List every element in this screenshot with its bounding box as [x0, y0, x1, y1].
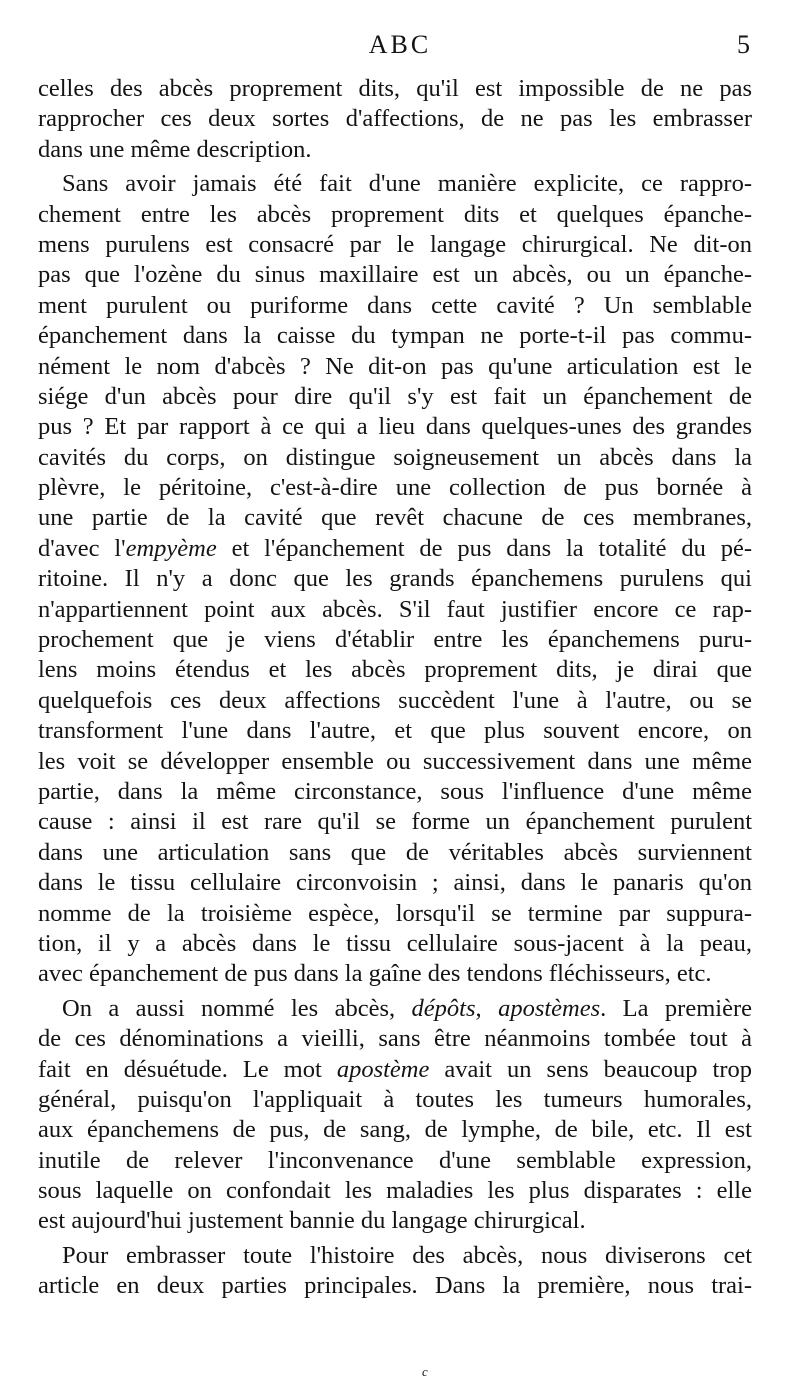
text-run: fait en désuétude. Le mot: [38, 1055, 337, 1083]
text-line: dans le tissu cellulaire circonvoisin ; ainsi, dans le panaris qu'on: [38, 869, 752, 897]
text-line: transforment l'une dans l'autre, et que plus souvent encore, on: [38, 717, 752, 745]
text-line: général, puisqu'on l'appliquait à toutes les tumeurs humorales,: [38, 1085, 752, 1113]
italic-term: empyème: [125, 534, 217, 562]
text-line: article en deux parties principales. Dans la première, nous trai-: [38, 1272, 752, 1300]
text-line: Sans avoir jamais été fait d'une manière explicite, ce rappro-: [62, 170, 752, 198]
text-line: épanchement dans la caisse du tympan ne porte-t-il pas commu-: [38, 322, 752, 350]
text-line: dans une même description.: [38, 135, 312, 163]
text-line: n'appartiennent point aux abcès. S'il faut justifier encore ce rap-: [38, 595, 752, 623]
italic-term: dépôts: [411, 994, 476, 1022]
text-line: ment purulent ou puriforme dans cette cavité ? Un semblable: [38, 291, 752, 319]
italic-term: apostème: [336, 1055, 430, 1083]
text-line: Pour embrasser toute l'histoire des abcès, nous diviserons cet: [62, 1241, 752, 1269]
text-line: dans une articulation sans que de véritables abcès surviennent: [38, 838, 752, 866]
text-line: avec épanchement de pus dans la gaîne des tendons fléchisseurs, etc.: [38, 960, 712, 988]
text-line: [38, 994, 752, 1024]
text-line: tion, il y a abcès dans le tissu cellulaire sous-jacent à la peau,: [38, 929, 752, 957]
text-line: chement entre les abcès proprement dits et quelques épanche-: [38, 200, 752, 228]
text-run: . La première: [600, 994, 752, 1022]
text-run: avait un sens beaucoup trop: [429, 1055, 752, 1083]
text-line: mens purulens est consacré par le langage chirurgical. Ne dit-on: [38, 230, 752, 258]
paragraph-2: [38, 169, 752, 990]
text-line: nomme de la troisième espèce, lorsqu'il se termine par suppura-: [38, 899, 752, 927]
text-line: inutile de relever l'inconvenance d'une semblable expression,: [38, 1146, 752, 1174]
text-line: partie, dans la même circonstance, sous l'influence d'une même: [38, 777, 752, 805]
page-header: [0, 30, 800, 70]
text-line: sous laquelle on confondait les maladies les plus disparates : elle: [38, 1177, 752, 1205]
signature-mark: c: [422, 1364, 428, 1379]
text-line: aux épanchemens de pus, de sang, de lymphe, de bile, etc. Il est: [38, 1116, 752, 1144]
text-line: plèvre, le péritoine, c'est-à-dire une collection de pus bornée à: [38, 474, 752, 502]
page-number: 5: [737, 30, 750, 59]
paragraph-4: [38, 1241, 752, 1302]
paragraph-1: [38, 74, 752, 165]
text-line: rapprocher ces deux sortes d'affections, de ne pas les embrasser: [38, 105, 752, 133]
paragraph-3: [38, 994, 752, 1237]
text-run: ,: [475, 994, 499, 1022]
text-line: pas que l'ozène du sinus maxillaire est un abcès, ou un épanche-: [38, 261, 752, 289]
text-line: [38, 534, 752, 564]
text-run: On a aussi nommé les abcès,: [62, 994, 412, 1022]
text-line: prochement que je viens d'établir entre les épanchemens puru-: [38, 626, 752, 654]
text-line: celles des abcès proprement dits, qu'il est impossible de ne pas: [38, 75, 752, 102]
text-line: nément le nom d'abcès ? Ne dit-on pas qu'une articulation est le: [38, 352, 752, 380]
text-line: lens moins étendus et les abcès proprement dits, je dirai que: [38, 656, 752, 684]
text-line: de ces dénominations a vieilli, sans être néanmoins tombée tout à: [38, 1025, 752, 1053]
text-line: pus ? Et par rapport à ce qui a lieu dans quelques-unes des grandes: [38, 413, 752, 441]
italic-term: apostèmes: [498, 994, 601, 1022]
running-head: ABC: [368, 30, 432, 59]
text-line: siége d'un abcès pour dire qu'il s'y est fait un épanchement de: [38, 382, 752, 410]
text-line: [38, 1055, 752, 1085]
text-line: est aujourd'hui justement bannie du langage chirurgical.: [38, 1207, 586, 1235]
text-run: et l'épanchement de pus dans la totalité du pé-: [216, 534, 753, 562]
text-run: d'avec l': [38, 534, 126, 562]
text-line: une partie de la cavité que revêt chacune de ces membranes,: [38, 504, 752, 532]
text-line: les voit se développer ensemble ou successivement dans une même: [38, 747, 752, 775]
text-line: cavités du corps, on distingue soigneusement un abcès dans la: [38, 443, 752, 471]
body-text: [38, 74, 752, 1302]
text-line: ritoine. Il n'y a donc que les grands épanchemens purulens qui: [38, 565, 752, 593]
text-line: quelquefois ces deux affections succèdent l'une à l'autre, ou se: [38, 686, 752, 714]
text-line: cause : ainsi il est rare qu'il se forme un épanchement purulent: [38, 808, 752, 836]
